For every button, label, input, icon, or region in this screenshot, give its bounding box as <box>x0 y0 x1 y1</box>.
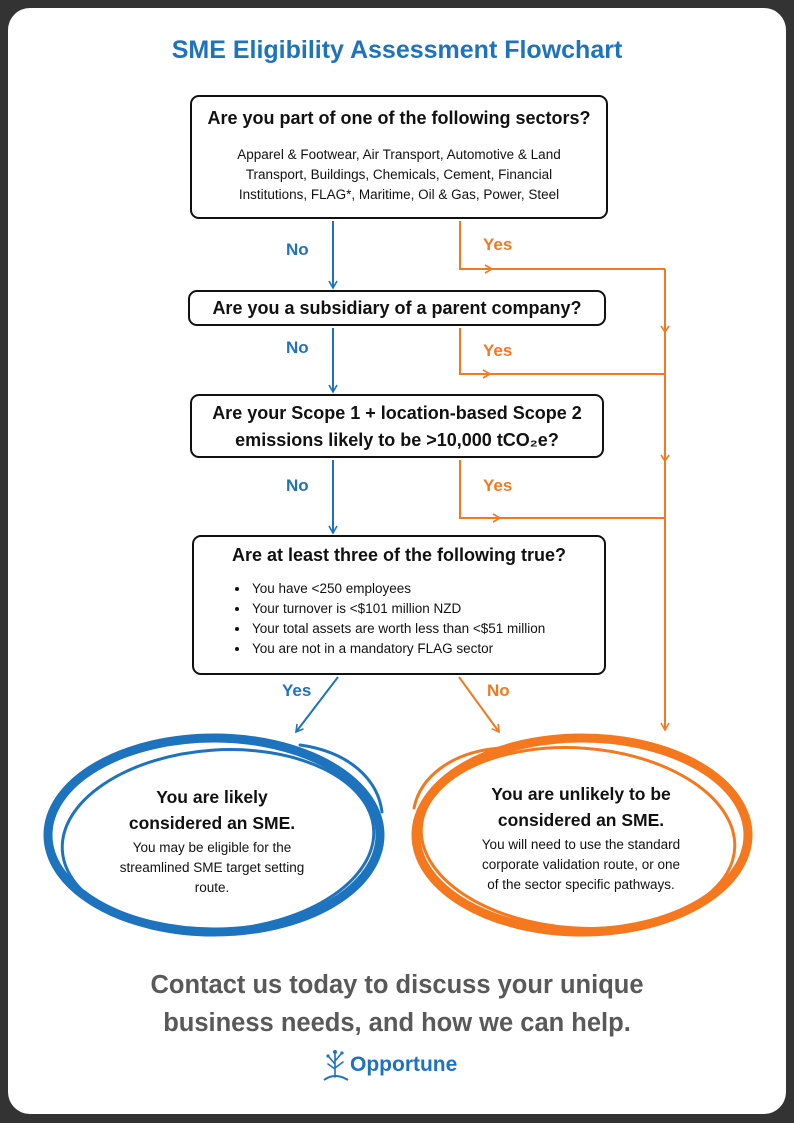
branch-label-q2-yes: Yes <box>483 341 513 360</box>
unlikely-outcome-heading-2: considered an SME. <box>497 810 665 830</box>
plant-logo-icon <box>318 1046 352 1086</box>
question-criteria: Are at least three of the following true? <box>231 545 567 565</box>
criteria-item: • You are not in a mandatory FLAG sector <box>250 639 604 659</box>
call-to-action <box>0 966 794 1042</box>
branch-label-q3-yes: Yes <box>483 476 513 495</box>
sector-list: Apparel & Footwear, Air Transport, Automotive & Land Transport, Buildings, Chemicals, Cement, Financial Institutions, FLAG*, Maritime, Oil & Gas, Power, Steel <box>237 147 561 202</box>
criteria-item: • Your turnover is <$101 million NZD <box>250 599 604 619</box>
branch-label-q1-yes: Yes <box>483 235 513 254</box>
question-sectors: Are you part of one of the following sectors? <box>207 108 591 128</box>
likely-outcome-heading-1: You are likely <box>156 787 268 807</box>
question-subsidiary: Are you a subsidiary of a parent company? <box>212 298 582 318</box>
criteria-item: • Your total assets are worth less than <$51 million <box>250 619 604 639</box>
branch-label-q4-yes: Yes <box>282 681 312 700</box>
criteria-item: • You have <250 employees <box>250 579 604 599</box>
unlikely-outcome-heading-1: You are unlikely to be <box>491 784 671 804</box>
cta-line-2: business needs, and how we can help. <box>163 1009 631 1037</box>
likely-outcome-heading-2: considered an SME. <box>128 813 296 833</box>
likely-outcome-body: You may be eligible for the streamlined SME target setting route. <box>119 840 305 895</box>
question-emissions-line2: emissions likely to be >10,000 tCO₂e? <box>235 430 559 450</box>
branch-label-q2-no: No <box>286 338 309 357</box>
brand-name: Opportune <box>350 1053 458 1076</box>
branch-label-q1-no: No <box>286 240 309 259</box>
branch-label-q3-no: No <box>286 476 309 495</box>
branch-label-q4-no: No <box>487 681 510 700</box>
question-emissions-line1: Are your Scope 1 + location-based Scope 2 <box>212 403 582 423</box>
page-title: SME Eligibility Assessment Flowchart <box>171 36 623 64</box>
likely-outcome <box>94 784 330 898</box>
unlikely-outcome <box>456 781 706 895</box>
unlikely-outcome-body: You will need to use the standard corporate validation route, or one of the sector specific pathways. <box>481 837 681 892</box>
cta-line-1: Contact us today to discuss your unique <box>150 971 644 999</box>
brand-logo[interactable] <box>318 1046 478 1086</box>
